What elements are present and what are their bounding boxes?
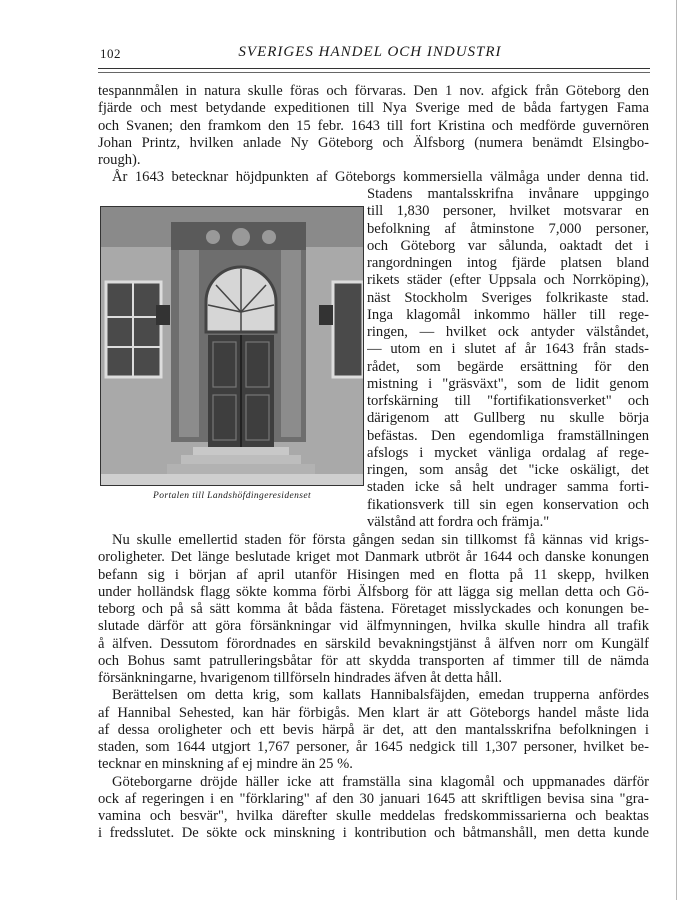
header-rule-thin — [98, 72, 650, 73]
text-line: tecknar en minskning af ej mindre än 25 %. — [98, 756, 353, 773]
text-line: rikets städer (efter Uppsala och Norrköping), — [367, 272, 649, 289]
text-line: därigenom att Gullberg nu skulle börja — [367, 410, 649, 427]
figure-photo-portal — [100, 206, 364, 486]
text-line: näst Stockholm Sveriges folkrikaste stad. — [367, 289, 649, 306]
text-line: försänkningarne, hvarigenom tillförseln hindrades äfven åt detta håll. — [98, 670, 503, 686]
text-line: ringen, som ansåg det "icke oskäligt, det — [367, 462, 649, 478]
text-line: till 1,830 personer, hvilket motsvarar en — [367, 203, 649, 220]
text-line: Göteborgarne dröjde häller icke att framställa sina klagomål och uppmanades därför — [112, 773, 649, 790]
text-line: slutade därför att göra försänkningar vid älfmynningen, hvilka skulle hindra all trafik — [98, 618, 649, 635]
text-line: tespannmålen in natura skulle föras och förvaras. Den 1 nov. afgick från Göteborg den — [98, 83, 649, 99]
text-line: befolkning af åtminstone 7,000 personer, — [367, 220, 649, 237]
portal-illustration — [101, 207, 363, 485]
running-title: SVERIGES HANDEL OCH INDUSTRI — [238, 44, 502, 60]
text-line: befann sig i början af april utanför Hisingen med en flotta på 11 skepp, hvilken — [98, 566, 649, 583]
text-line: välstånd att fordra och främja." — [367, 513, 550, 530]
page-number: 102 — [100, 46, 121, 61]
text-line: af Hannibal Sehested, kan här förbigås. Men klart är att Göteborgs handel måste lida — [98, 704, 649, 721]
text-line: och Göteborg var sålunda, oaktadt det i — [367, 237, 649, 254]
text-line: Nu skulle emellertid staden för första gången sedan sin tillkomst få kännas vid krigs- — [112, 532, 649, 548]
text-line: i fredsslutet. De sökte ock minskning i kontribution och båtmanshåll, men detta kunde — [98, 825, 649, 842]
text-line: afslogs i mycket vänliga ordalag af rege- — [367, 444, 649, 461]
text-line: rangordningen intog fjärde platsen bland — [367, 255, 649, 271]
header-rule — [98, 68, 650, 69]
text-line: ringen, — hvilket ock antyder välståndet, — [367, 324, 649, 340]
text-line: af dessa oroligheter och ett bevis härpå är det, att den mantalsskrifna befolkningen i — [98, 721, 649, 738]
figure-caption: Portalen till Landshöfdingeresidenset — [153, 491, 311, 501]
text-line: och Svanen; den framkom den 15 febr. 1643 till fort Kristina och medförde guvernören — [98, 117, 649, 134]
text-line: torfskärning till "fortifikationsverket" och — [367, 393, 649, 409]
text-block-top — [98, 83, 649, 187]
text-line: — utom en i slutet af år 1643 från stads- — [367, 341, 649, 358]
text-line: och Bohus samt patrulleringsbåtar för att skydda transporten af timmer till de nämda — [98, 652, 649, 669]
text-line: rough). — [98, 152, 141, 168]
text-line: å älfven. Dessutom förordnades en särskild bevakningstjänst å älfven norr om Kungälf — [98, 635, 649, 652]
text-line: mistning i "gräsväxt", som de lidit genom — [367, 375, 649, 392]
text-line: rådet, som begärde ersättning för den — [367, 358, 649, 375]
text-line: ock af regeringen i en "förklaring" af den 30 januari 1645 att skriftligen bevisa sina "gra- — [98, 790, 649, 807]
text-line: fjärde och mest betydande expeditionen till Nya Sverige med de båda fartygen Fama — [98, 100, 649, 117]
text-line: oroligheter. Det länge beslutade kriget mot Danmark utbröt år 1644 och danske konungen — [98, 549, 649, 566]
text-line: Berättelsen om detta krig, som kallats Hannibalsfäjden, emedan trupperna anfördes — [112, 687, 649, 704]
text-line: Johan Printz, hvilken anlade Ny Göteborg och Älfsborg (numera benämdt Elsingbo- — [98, 134, 649, 151]
scan-edge-line — [676, 0, 677, 900]
text-line: fikationsverk till sin egen konservation och — [367, 496, 649, 513]
text-line: År 1643 betecknar höjdpunkten af Göteborgs kommersiella välmåga under denna tid. — [112, 169, 649, 186]
text-line: Inga klagomål inkommo häller till rege- — [367, 306, 649, 323]
text-line: Stadens mantalsskrifna invånare uppgingo — [367, 186, 649, 202]
text-line: staden icke så helt undrager samma forti- — [367, 479, 649, 496]
text-line: teborg och på så sätt komma åt båda fästena. Företaget misslyckades och konungen be- — [98, 601, 649, 617]
text-line: befästas. Den egendomliga framställningen — [367, 427, 649, 444]
text-line: staden, som 1644 utgjort 1,767 personer, år 1645 nedgick till 1,307 personer, hvilket be- — [98, 739, 649, 755]
text-line: under holländsk flagg sökte komma förbi Älfsborg för att lägga sig mellan detta och Gö- — [98, 583, 649, 600]
text-block-bottom — [98, 532, 649, 843]
text-block-beside-figure — [367, 186, 649, 531]
text-line: vamina och besvär", hvilka därefter skulle meddelas fredskommissarierna och beaktas — [98, 808, 649, 824]
